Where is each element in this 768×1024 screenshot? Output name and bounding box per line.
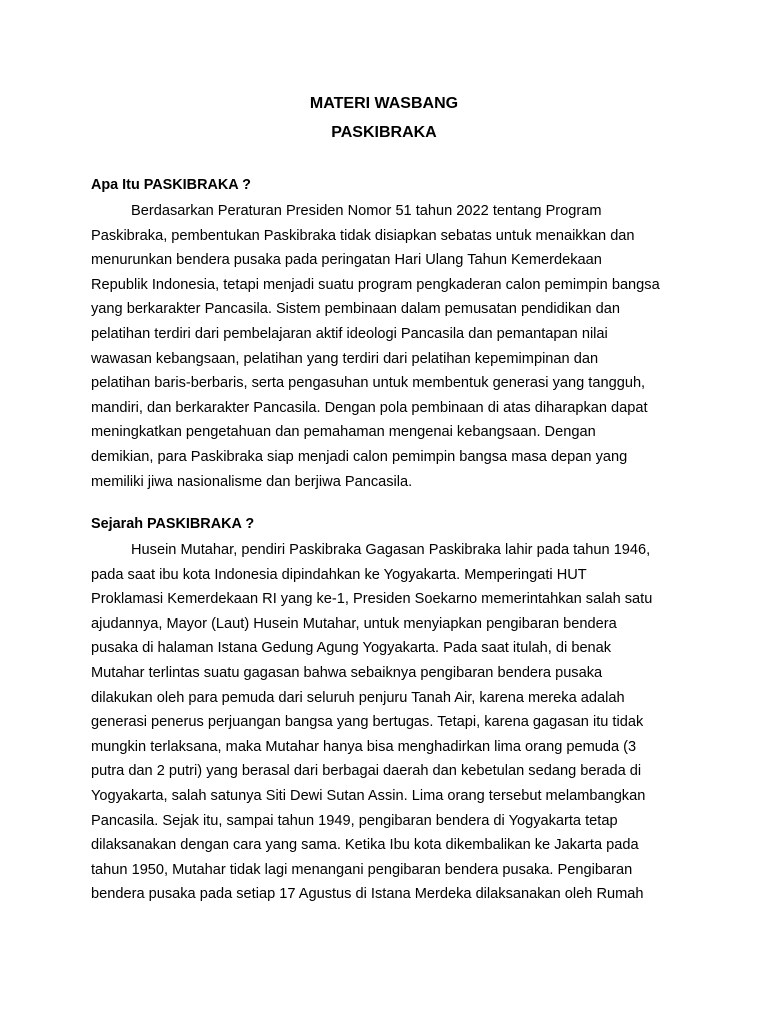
paragraph-line: pusaka di halaman Istana Gedung Agung Yogyakarta. Pada saat itulah, di benak bbox=[91, 640, 612, 657]
paragraph-line: menurunkan bendera pusaka pada peringatan Hari Ulang Tahun Kemerdekaan bbox=[91, 252, 602, 269]
paragraph-line: pelatihan terdiri dari pembelajaran aktif ideologi Pancasila dan pemantapan nilai bbox=[91, 325, 608, 342]
paragraph-line: Mutahar terlintas suatu gagasan bahwa sebaiknya pengibaran bendera pusaka bbox=[91, 664, 603, 681]
paragraph-line: mandiri, dan berkarakter Pancasila. Dengan pola pembinaan di atas diharapkan dapat bbox=[91, 399, 648, 416]
paragraph-line: pada saat ibu kota Indonesia dipindahkan ke Yogyakarta. Memperingati HUT bbox=[91, 566, 587, 583]
paragraph-line: bendera pusaka pada setiap 17 Agustus di Istana Merdeka dilaksanakan oleh Rumah bbox=[91, 886, 644, 903]
paragraph-line: meningkatkan pengetahuan dan pemahaman mengenai kebangsaan. Dengan bbox=[91, 424, 596, 441]
section-paragraph bbox=[91, 538, 691, 907]
paragraph-line: wawasan kebangsaan, pelatihan yang terdiri dari pelatihan kepemimpinan dan bbox=[91, 350, 599, 367]
paragraph-line: tahun 1950, Mutahar tidak lagi menangani pengibaran bendera pusaka. Pengibaran bbox=[91, 861, 633, 878]
paragraph-line: memiliki jiwa nasionalisme dan berjiwa Pancasila. bbox=[91, 473, 413, 490]
paragraph-line: ajudannya, Mayor (Laut) Husein Mutahar, untuk menyiapkan pengibaran bendera bbox=[91, 615, 617, 632]
paragraph-line: Berdasarkan Peraturan Presiden Nomor 51 tahun 2022 tentang Program bbox=[131, 203, 602, 219]
paragraph-line: Republik Indonesia, tetapi menjadi suatu program pengkaderan calon pemimpin bangsa bbox=[91, 276, 660, 293]
section-heading: Apa Itu PASKIBRAKA ? bbox=[91, 177, 251, 193]
paragraph-line: mungkin terlaksana, maka Mutahar hanya bisa menghadirkan lima orang pemuda (3 bbox=[91, 738, 637, 755]
paragraph-line: demikian, para Paskibraka siap menjadi calon pemimpin bangsa masa depan yang bbox=[91, 448, 628, 465]
document-subtitle: PASKIBRAKA bbox=[331, 124, 437, 141]
paragraph-line: Paskibraka, pembentukan Paskibraka tidak disiapkan sebatas untuk menaikkan dan bbox=[91, 227, 635, 244]
paragraph-line: Husein Mutahar, pendiri Paskibraka Gagasan Paskibraka lahir pada tahun 1946, bbox=[131, 542, 651, 558]
section-paragraph bbox=[91, 199, 691, 494]
paragraph-line: Pancasila. Sejak itu, sampai tahun 1949, pengibaran bendera di Yogyakarta tetap bbox=[91, 812, 618, 829]
section-heading: Sejarah PASKIBRAKA ? bbox=[91, 516, 255, 532]
paragraph-line: Yogyakarta, salah satunya Siti Dewi Sutan Assin. Lima orang tersebut melambangkan bbox=[91, 787, 646, 804]
section-sejarah bbox=[91, 514, 691, 907]
paragraph-line: generasi penerus perjuangan bangsa yang bertugas. Tetapi, karena gagasan itu tidak bbox=[91, 714, 644, 731]
paragraph-line: Proklamasi Kemerdekaan RI yang ke-1, Presiden Soekarno memerintahkan salah satu bbox=[91, 591, 653, 608]
paragraph-line: dilaksanakan dengan cara yang sama. Ketika Ibu kota dikembalikan ke Jakarta pada bbox=[91, 837, 639, 854]
paragraph-line: dilakukan oleh para pemuda dari seluruh penjuru Tanah Air, karena mereka adalah bbox=[91, 689, 625, 706]
document-title: MATERI WASBANG bbox=[309, 95, 459, 112]
paragraph-line: pelatihan baris-berbaris, serta pengasuhan untuk membentuk generasi yang tangguh, bbox=[91, 375, 646, 392]
paragraph-line: putra dan 2 putri) yang berasal dari berbagai daerah dan kebetulan sedang berada di bbox=[91, 763, 642, 780]
section-apa-itu bbox=[91, 175, 691, 494]
paragraph-line: yang berkarakter Pancasila. Sistem pembinaan dalam pemusatan pendidikan dan bbox=[91, 301, 620, 318]
